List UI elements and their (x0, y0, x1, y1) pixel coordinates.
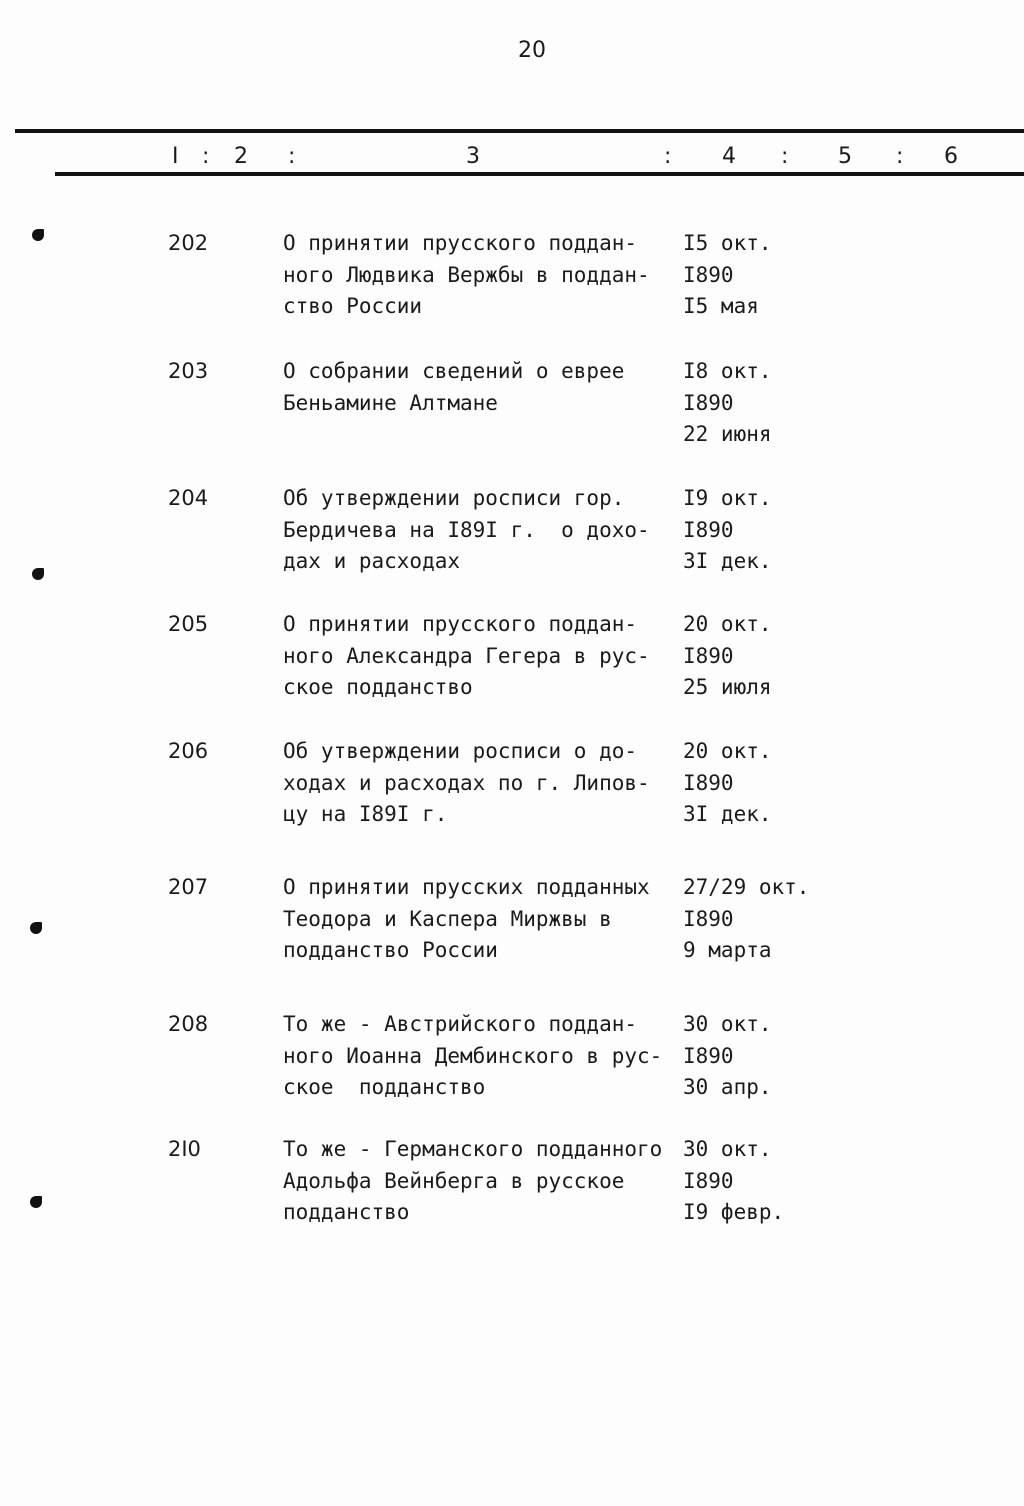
date-start: I8 окт. (683, 359, 772, 383)
row-number: 206 (168, 739, 209, 763)
row-number: 205 (168, 612, 209, 636)
desc-line: Бердичева на I89I г. о дохо- (283, 517, 650, 542)
date-end: 3I дек. (683, 802, 772, 826)
desc-line: ство России (283, 294, 423, 318)
date-year: I890 (683, 1043, 734, 1068)
desc-line: ское подданство (283, 675, 473, 699)
page-number: 20 (518, 38, 546, 63)
date-end: 25 июля (683, 675, 772, 699)
date-start: 30 окт. (683, 1012, 772, 1036)
row-number: 208 (168, 1012, 209, 1036)
row-dates (683, 228, 772, 323)
row-number: 2I0 (168, 1137, 201, 1161)
row-dates (683, 483, 772, 578)
date-start: 20 окт. (683, 612, 772, 636)
desc-line: Об утверждении росписи о до- (283, 739, 638, 763)
row-description (283, 609, 650, 704)
desc-line: цу на I89I г. (283, 802, 448, 826)
date-year: I890 (683, 517, 734, 542)
row-dates (683, 736, 772, 831)
desc-line: подданство России (283, 938, 498, 962)
desc-line: О собрании сведений о еврее (283, 359, 625, 383)
row-description (283, 228, 650, 323)
desc-line: ское подданство (283, 1075, 486, 1099)
desc-line: Об утверждении росписи гор. (283, 486, 625, 510)
desc-line: То же - Германского подданного (283, 1137, 663, 1161)
desc-line: Беньамине Алтмане (283, 390, 498, 415)
col-5: 5 (838, 144, 852, 169)
row-number: 202 (168, 231, 209, 255)
col-sep: : (664, 144, 672, 169)
binding-hole-mark-icon (32, 568, 44, 580)
date-year: I890 (683, 1168, 734, 1193)
row-dates (683, 872, 809, 967)
row-description (283, 356, 624, 419)
date-start: I9 окт. (683, 486, 772, 510)
row-number: 204 (168, 486, 209, 510)
col-1: I (172, 144, 179, 169)
desc-line: То же - Австрийского поддан- (283, 1012, 638, 1036)
date-year: I890 (683, 262, 734, 287)
desc-line: ного Иоанна Дембинского в рус- (283, 1043, 663, 1068)
date-end: 22 июня (683, 422, 772, 446)
date-start: I5 окт. (683, 231, 772, 255)
date-start: 30 окт. (683, 1137, 772, 1161)
binding-hole-mark-icon (30, 922, 42, 934)
row-dates (683, 356, 772, 451)
col-4: 4 (722, 144, 736, 169)
date-year: I890 (683, 770, 734, 795)
date-start: 20 окт. (683, 739, 772, 763)
row-description (283, 1009, 662, 1104)
date-year: I890 (683, 906, 734, 931)
row-dates (683, 1134, 784, 1229)
col-sep: : (896, 144, 904, 169)
col-6: 6 (944, 144, 958, 169)
date-start: 27/29 окт. (683, 875, 810, 899)
date-end: I5 мая (683, 294, 759, 318)
binding-hole-mark-icon (30, 1196, 42, 1208)
desc-line: Теодора и Каспера Миржвы в (283, 906, 612, 931)
desc-line: ходах и расходах по г. Липов- (283, 770, 650, 795)
col-sep: : (288, 144, 296, 169)
row-description (283, 736, 650, 831)
date-year: I890 (683, 643, 734, 668)
desc-line: ного Людвика Вержбы в поддан- (283, 262, 650, 287)
col-3: 3 (466, 144, 480, 169)
row-description (283, 872, 650, 967)
row-description (283, 483, 650, 578)
binding-hole-mark-icon (32, 229, 44, 241)
date-end: 3I дек. (683, 549, 772, 573)
header-rule-top (15, 129, 1024, 133)
desc-line: подданство (283, 1200, 410, 1224)
header-rule-bottom (55, 172, 1024, 176)
date-end: I9 февр. (683, 1200, 785, 1224)
col-2: 2 (234, 144, 248, 169)
date-end: 30 апр. (683, 1075, 772, 1099)
row-description (283, 1134, 662, 1229)
col-sep: : (202, 144, 210, 169)
row-number: 203 (168, 359, 209, 383)
date-end: 9 марта (683, 938, 772, 962)
row-dates (683, 609, 772, 704)
desc-line: О принятии прусского поддан- (283, 612, 638, 636)
date-year: I890 (683, 390, 734, 415)
desc-line: дах и расходах (283, 549, 461, 573)
desc-line: Адольфа Вейнберга в русское (283, 1168, 625, 1193)
desc-line: ного Александра Гегера в рус- (283, 643, 650, 668)
row-dates (683, 1009, 772, 1104)
col-sep: : (781, 144, 789, 169)
row-number: 207 (168, 875, 209, 899)
desc-line: О принятии прусского поддан- (283, 231, 638, 255)
desc-line: О принятии прусских подданных (283, 875, 650, 899)
